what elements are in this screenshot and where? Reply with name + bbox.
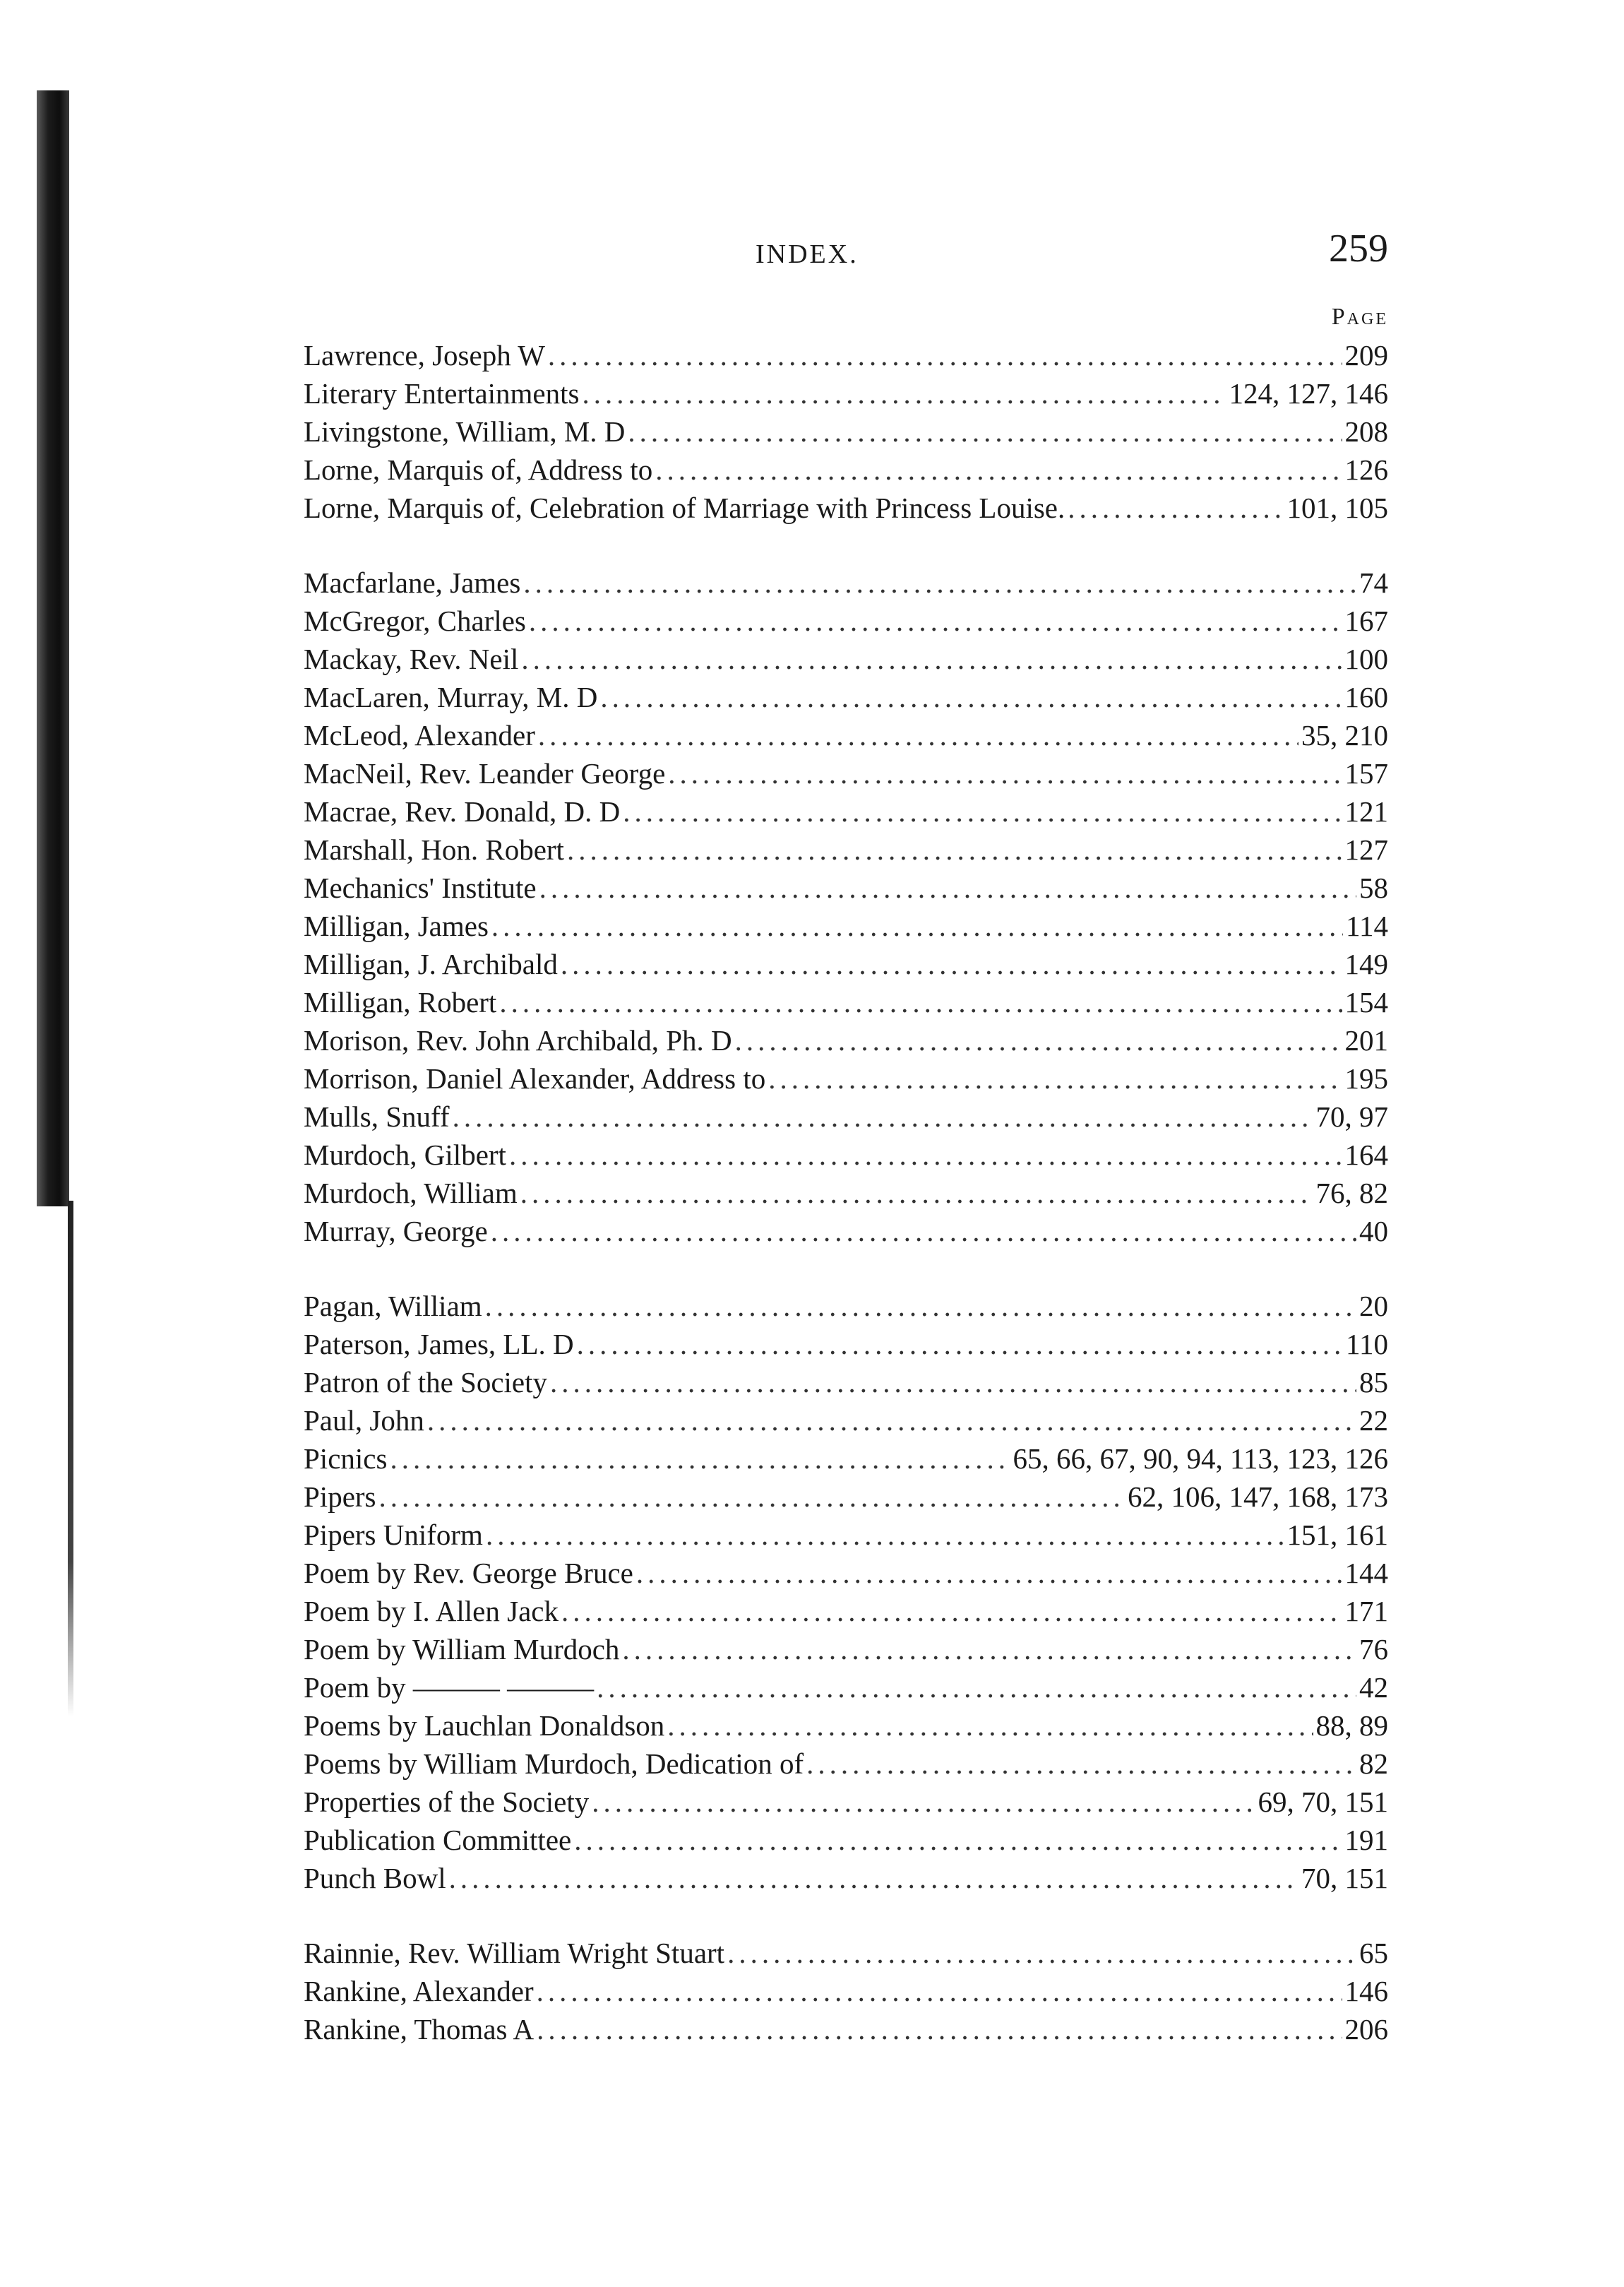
index-entry	[304, 1972, 1388, 2010]
index-entry	[304, 716, 1388, 754]
entry-pages: 20	[1359, 1290, 1388, 1322]
index-entry	[304, 1098, 1388, 1136]
index-entry	[304, 1021, 1388, 1059]
index-entry	[304, 336, 1388, 374]
running-head	[0, 226, 1624, 283]
entry-term: Macfarlane, James	[304, 566, 521, 599]
entry-term: Morrison, Daniel Alexander, Address to	[304, 1062, 766, 1095]
dot-leader	[390, 1439, 1010, 1478]
dot-leader	[592, 1783, 1255, 1821]
index-entry	[304, 451, 1388, 489]
entry-pages: 209	[1344, 339, 1388, 372]
dot-leader	[1068, 489, 1284, 527]
index-entry	[304, 1630, 1388, 1668]
index-group	[304, 336, 1388, 527]
dot-leader	[491, 1212, 1356, 1250]
entry-term: Mulls, Snuff	[304, 1100, 450, 1133]
entry-term: Punch Bowl	[304, 1862, 446, 1894]
dot-leader	[539, 869, 1356, 907]
index-entry	[304, 754, 1388, 792]
entry-term: Livingstone, William, M. D	[304, 415, 626, 448]
entry-term: Patron of the Society	[304, 1366, 548, 1398]
index-entry	[304, 1745, 1388, 1783]
index-entry	[304, 1212, 1388, 1250]
index-entry	[304, 374, 1388, 412]
entry-pages: 121	[1344, 795, 1388, 828]
entry-term: Morison, Rev. John Archibald, Ph. D	[304, 1024, 732, 1057]
entry-pages: 40	[1359, 1215, 1388, 1247]
dot-leader	[486, 1516, 1284, 1554]
entry-pages: 70, 97	[1315, 1100, 1388, 1133]
entry-pages: 201	[1344, 1024, 1388, 1057]
index-entry	[304, 1821, 1388, 1859]
index-entry	[304, 831, 1388, 869]
dot-leader	[667, 1706, 1313, 1745]
index-entry	[304, 1401, 1388, 1439]
entry-pages: 149	[1344, 948, 1388, 980]
entry-pages: 171	[1344, 1595, 1388, 1627]
dot-leader	[453, 1098, 1313, 1136]
entry-term: Milligan, J. Archibald	[304, 948, 558, 980]
entry-pages: 74	[1359, 566, 1388, 599]
entry-term: Macrae, Rev. Donald, D. D	[304, 795, 621, 828]
dot-leader	[491, 907, 1343, 945]
index-group	[304, 1934, 1388, 2048]
dot-leader	[520, 1174, 1313, 1212]
index-list	[304, 336, 1388, 2085]
dot-leader	[655, 451, 1342, 489]
page-column-label: Page	[1331, 304, 1388, 330]
entry-term: Publication Committee	[304, 1824, 572, 1856]
entry-term: Poem by I. Allen Jack	[304, 1595, 559, 1627]
entry-term: Murdoch, William	[304, 1177, 518, 1209]
entry-pages: 164	[1344, 1139, 1388, 1171]
index-group	[304, 564, 1388, 1250]
index-entry	[304, 489, 1388, 527]
dot-leader	[628, 412, 1342, 451]
entry-pages: 124, 127, 146	[1229, 377, 1388, 410]
dot-leader	[577, 1325, 1343, 1363]
index-entry	[304, 1439, 1388, 1478]
dot-leader	[529, 602, 1342, 640]
entry-term: Rankine, Alexander	[304, 1975, 534, 2007]
entry-pages: 58	[1359, 872, 1388, 904]
entry-pages: 206	[1344, 2013, 1388, 2045]
entry-pages: 126	[1344, 453, 1388, 486]
index-entry	[304, 1136, 1388, 1174]
dot-leader	[597, 1668, 1356, 1706]
entry-pages: 101, 105	[1286, 492, 1388, 524]
entry-term: McLeod, Alexander	[304, 719, 535, 752]
dot-leader	[806, 1745, 1356, 1783]
entry-term: Murray, George	[304, 1215, 488, 1247]
index-entry	[304, 1059, 1388, 1098]
dot-leader	[548, 336, 1342, 374]
entry-pages: 110	[1346, 1328, 1388, 1360]
index-entry	[304, 1287, 1388, 1325]
dot-leader	[574, 1821, 1342, 1859]
index-entry	[304, 602, 1388, 640]
index-entry	[304, 2010, 1388, 2048]
dot-leader	[509, 1136, 1342, 1174]
entry-term: McGregor, Charles	[304, 605, 526, 637]
dot-leader	[636, 1554, 1342, 1592]
dot-leader	[622, 1630, 1356, 1668]
dot-leader	[668, 754, 1342, 792]
entry-pages: 144	[1344, 1557, 1388, 1589]
dot-leader	[561, 1592, 1342, 1630]
entry-term: Poems by William Murdoch, Dedication of	[304, 1747, 804, 1780]
entry-pages: 151, 161	[1286, 1519, 1388, 1551]
index-entry	[304, 412, 1388, 451]
entry-term: Poem by Rev. George Bruce	[304, 1557, 633, 1589]
entry-term: Literary Entertainments	[304, 377, 580, 410]
dot-leader	[521, 640, 1342, 678]
entry-pages: 146	[1344, 1975, 1388, 2007]
entry-pages: 82	[1359, 1747, 1388, 1780]
dot-leader	[427, 1401, 1356, 1439]
entry-pages: 195	[1344, 1062, 1388, 1095]
index-entry	[304, 1363, 1388, 1401]
index-entry	[304, 792, 1388, 831]
dot-leader	[537, 1972, 1342, 2010]
entry-pages: 167	[1344, 605, 1388, 637]
index-entry	[304, 1706, 1388, 1745]
entry-pages: 42	[1359, 1671, 1388, 1704]
entry-term: MacLaren, Murray, M. D	[304, 681, 598, 713]
entry-pages: 65	[1359, 1937, 1388, 1969]
index-entry	[304, 1325, 1388, 1363]
entry-pages: 208	[1344, 415, 1388, 448]
entry-term: Paterson, James, LL. D	[304, 1328, 574, 1360]
entry-pages: 85	[1359, 1366, 1388, 1398]
index-entry	[304, 1783, 1388, 1821]
entry-term: Poems by Lauchlan Donaldson	[304, 1709, 665, 1742]
entry-term: Poem by William Murdoch	[304, 1633, 620, 1665]
dot-leader	[600, 678, 1342, 716]
index-entry	[304, 1478, 1388, 1516]
entry-pages: 69, 70, 151	[1258, 1786, 1388, 1818]
entry-pages: 160	[1344, 681, 1388, 713]
index-entry	[304, 678, 1388, 716]
index-entry	[304, 640, 1388, 678]
entry-pages: 76, 82	[1315, 1177, 1388, 1209]
entry-term: Milligan, James	[304, 910, 489, 942]
dot-leader	[582, 374, 1226, 412]
entry-pages: 191	[1344, 1824, 1388, 1856]
index-entry	[304, 1516, 1388, 1554]
index-entry	[304, 1174, 1388, 1212]
dot-leader	[561, 945, 1342, 983]
entry-pages: 88, 89	[1315, 1709, 1388, 1742]
entry-pages: 70, 151	[1301, 1862, 1388, 1894]
entry-term: Pipers	[304, 1480, 376, 1513]
entry-term: Pagan, William	[304, 1290, 482, 1322]
index-entry	[304, 907, 1388, 945]
entry-term: Lorne, Marquis of, Celebration of Marriage with Princess Louise.	[304, 492, 1065, 524]
dot-leader	[538, 716, 1298, 754]
entry-term: MacNeil, Rev. Leander George	[304, 757, 666, 790]
dot-leader	[523, 564, 1356, 602]
entry-term: Rankine, Thomas A	[304, 2013, 535, 2045]
entry-pages: 35, 210	[1301, 719, 1388, 752]
index-entry	[304, 1859, 1388, 1897]
entry-term: Picnics	[304, 1442, 388, 1475]
dot-leader	[735, 1021, 1342, 1059]
entry-term: Pipers Uniform	[304, 1519, 483, 1551]
index-entry	[304, 1592, 1388, 1630]
entry-pages: 76	[1359, 1633, 1388, 1665]
dot-leader	[499, 983, 1342, 1021]
entry-pages: 65, 66, 67, 90, 94, 113, 123, 126	[1013, 1442, 1388, 1475]
entry-term: Lawrence, Joseph W	[304, 339, 545, 372]
index-entry	[304, 869, 1388, 907]
entry-term: Mechanics' Institute	[304, 872, 537, 904]
page-number: 259	[1329, 227, 1388, 271]
entry-term: Lorne, Marquis of, Address to	[304, 453, 653, 486]
entry-pages: 100	[1344, 643, 1388, 675]
dot-leader	[449, 1859, 1298, 1897]
index-entry	[304, 983, 1388, 1021]
dot-leader	[550, 1363, 1356, 1401]
entry-term: Poem by ——— ———	[304, 1671, 595, 1704]
index-entry	[304, 1554, 1388, 1592]
dot-leader	[768, 1059, 1342, 1098]
entry-pages: 157	[1344, 757, 1388, 790]
index-entry	[304, 1668, 1388, 1706]
index-entry	[304, 1934, 1388, 1972]
entry-pages: 22	[1359, 1404, 1388, 1437]
entry-term: Properties of the Society	[304, 1786, 590, 1818]
entry-term: Milligan, Robert	[304, 986, 497, 1018]
dot-leader	[537, 2010, 1342, 2048]
dot-leader	[727, 1934, 1356, 1972]
entry-term: Rainnie, Rev. William Wright Stuart	[304, 1937, 725, 1969]
entry-pages: 127	[1344, 833, 1388, 866]
dot-leader	[379, 1478, 1126, 1516]
page-gutter-line	[68, 1201, 73, 1716]
entry-term: Paul, John	[304, 1404, 424, 1437]
entry-pages: 154	[1344, 986, 1388, 1018]
index-entry	[304, 564, 1388, 602]
running-head-title: INDEX.	[756, 239, 859, 269]
dot-leader	[485, 1287, 1356, 1325]
entry-pages: 62, 106, 147, 168, 173	[1128, 1480, 1388, 1513]
dot-leader	[567, 831, 1342, 869]
entry-term: Marshall, Hon. Robert	[304, 833, 564, 866]
entry-term: Murdoch, Gilbert	[304, 1139, 506, 1171]
entry-pages: 114	[1346, 910, 1388, 942]
dot-leader	[623, 792, 1342, 831]
index-entry	[304, 945, 1388, 983]
index-group	[304, 1287, 1388, 1897]
entry-term: Mackay, Rev. Neil	[304, 643, 519, 675]
